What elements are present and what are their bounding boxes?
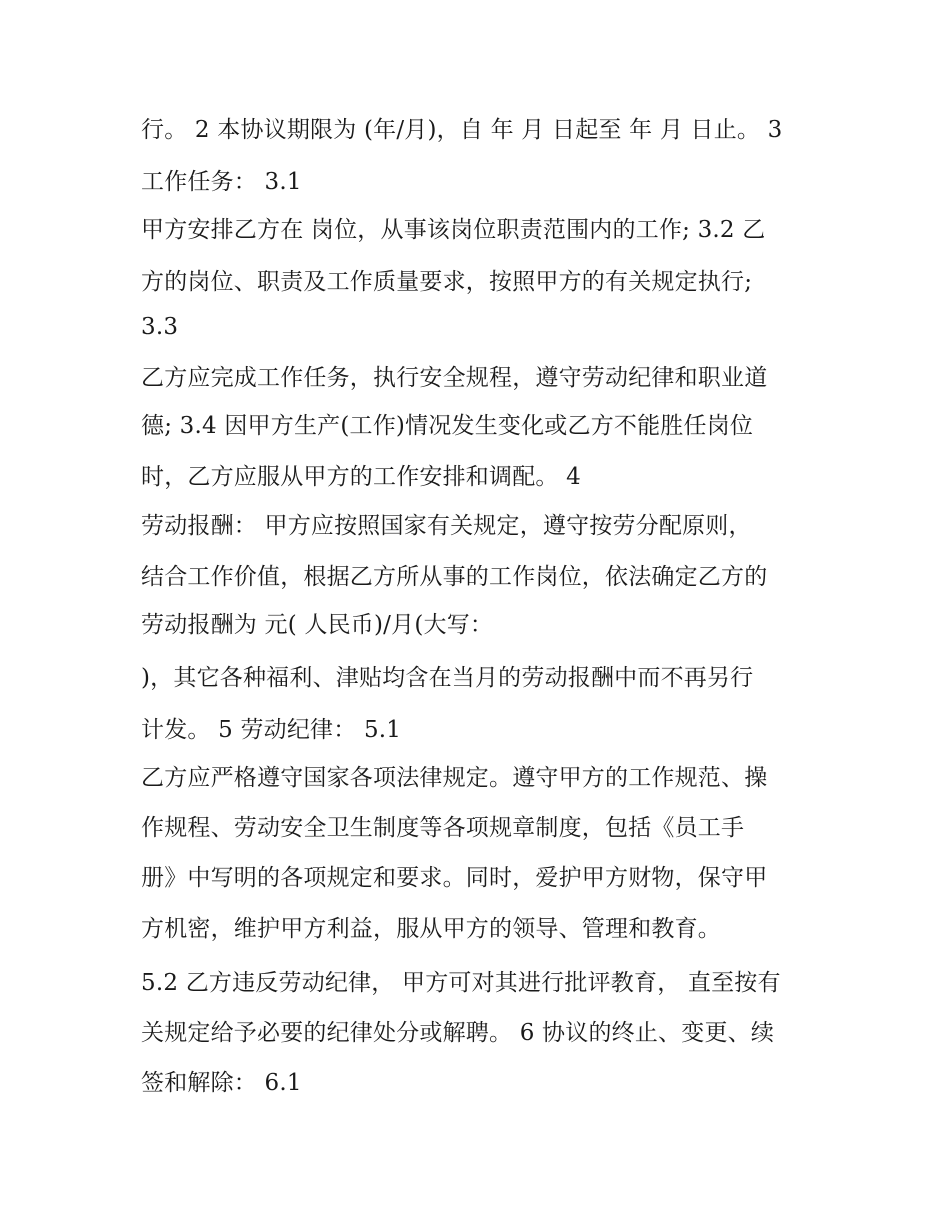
text-line: 计发。 5 劳动纪律： 5.1 (141, 717, 402, 743)
text-line: 方机密，维护甲方利益，服从甲方的领导、管理和教育。 (141, 916, 721, 942)
text-line: 结合工作价值，根据乙方所从事的工作岗位，依法确定乙方的 (141, 564, 768, 590)
text-line: 签和解除： 6.1 (141, 1070, 302, 1096)
text-line: 乙方应严格遵守国家各项法律规定。遵守甲方的工作规范、操 (141, 765, 768, 791)
text-line: 3.3 (141, 314, 179, 340)
text-line: 劳动报酬为 元( 人民币)/月(大写： (141, 612, 494, 638)
text-line: 5.2 乙方违反劳动纪律， 甲方可对其进行批评教育， 直至按有 (141, 970, 781, 996)
text-line: 乙方应完成工作任务，执行安全规程，遵守劳动纪律和职业道 (141, 365, 768, 391)
text-line: 作规程、劳动安全卫生制度等各项规章制度，包括《员工手 (141, 815, 745, 841)
text-line: 行。 2 本协议期限为 (年/月)，自 年 月 日起至 年 月 日止。 3 (141, 117, 783, 143)
text-line: 方的岗位、职责及工作质量要求，按照甲方的有关规定执行; (141, 269, 753, 295)
text-line: 册》中写明的各项规定和要求。同时，爱护甲方财物，保守甲 (141, 865, 768, 891)
text-line: 关规定给予必要的纪律处分或解聘。 6 协议的终止、变更、续 (141, 1020, 775, 1046)
text-line: 德; 3.4 因甲方生产(工作)情况发生变化或乙方不能胜任岗位 (141, 413, 754, 439)
text-line: 劳动报酬： 甲方应按照国家有关规定，遵守按劳分配原则， (141, 513, 752, 539)
text-line: 工作任务： 3.1 (141, 169, 302, 195)
text-line: )，其它各种福利、津贴均含在当月的劳动报酬中而不再另行 (141, 665, 754, 691)
text-line: 时，乙方应服从甲方的工作安排和调配。 4 (141, 464, 581, 490)
text-line: 甲方安排乙方在 岗位，从事该岗位职责范围内的工作; 3.2 乙 (141, 217, 766, 243)
